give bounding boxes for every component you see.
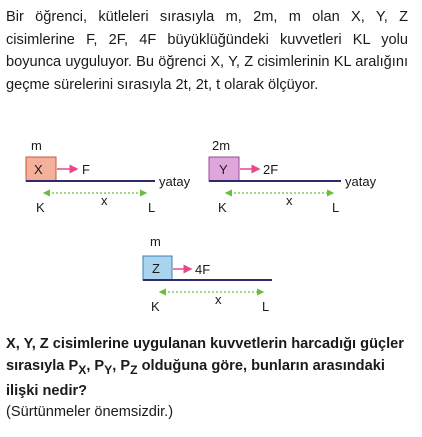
surface-label-x: yatay	[159, 174, 191, 189]
figure-y	[209, 138, 377, 215]
figure-z	[143, 234, 272, 314]
force-label-z: 4F	[195, 262, 211, 277]
friction-note: (Sürtünmeler önemsizdir.)	[6, 404, 174, 420]
surface-label-y: yatay	[345, 174, 377, 189]
end-label-x: L	[148, 200, 156, 215]
subscript-y: Y	[104, 362, 113, 377]
problem-intro: Bir öğrenci, kütleleri sırasıyla m, 2m, m olan X, Y, Z cisimlerine F, 2F, 4F büyüklüğündeki kuvvetleri KL yolu boyunca uyguluyor. Bu öğrenci X, Y, Z cisimlerinin KL aralığını geçme sürelerini sırasıyla 2t, 2t, t olarak ölçüyor.	[6, 9, 408, 93]
mass-label-z: m	[150, 234, 161, 249]
block-label-x: X	[34, 162, 43, 177]
mass-label-x: m	[31, 138, 42, 153]
distance-label-y: x	[286, 193, 293, 208]
start-label-z: K	[151, 299, 160, 314]
force-label-y: 2F	[263, 162, 279, 177]
force-label-x: F	[82, 162, 90, 177]
block-label-y: Y	[219, 162, 228, 177]
block-label-z: Z	[152, 261, 160, 276]
start-label-x: K	[36, 200, 45, 215]
end-label-z: L	[262, 299, 270, 314]
mass-label-y: 2m	[212, 138, 231, 153]
question-sep2: , P	[112, 357, 131, 374]
figure-x	[26, 138, 191, 215]
question-sep1: , P	[86, 357, 105, 374]
distance-label-x: x	[101, 193, 108, 208]
subscript-x: X	[78, 362, 87, 377]
end-label-y: L	[332, 200, 340, 215]
distance-label-z: x	[215, 292, 222, 307]
question-part2: olduğuna göre, bunların arasındaki ilişki nedir?	[6, 357, 385, 399]
question-part1: X, Y, Z cisimlerine uygulanan kuvvetlerin harcadığı güçler sırasıyla P	[6, 336, 404, 374]
start-label-y: K	[218, 200, 227, 215]
question-text	[6, 334, 404, 402]
subscript-z: Z	[130, 362, 138, 377]
